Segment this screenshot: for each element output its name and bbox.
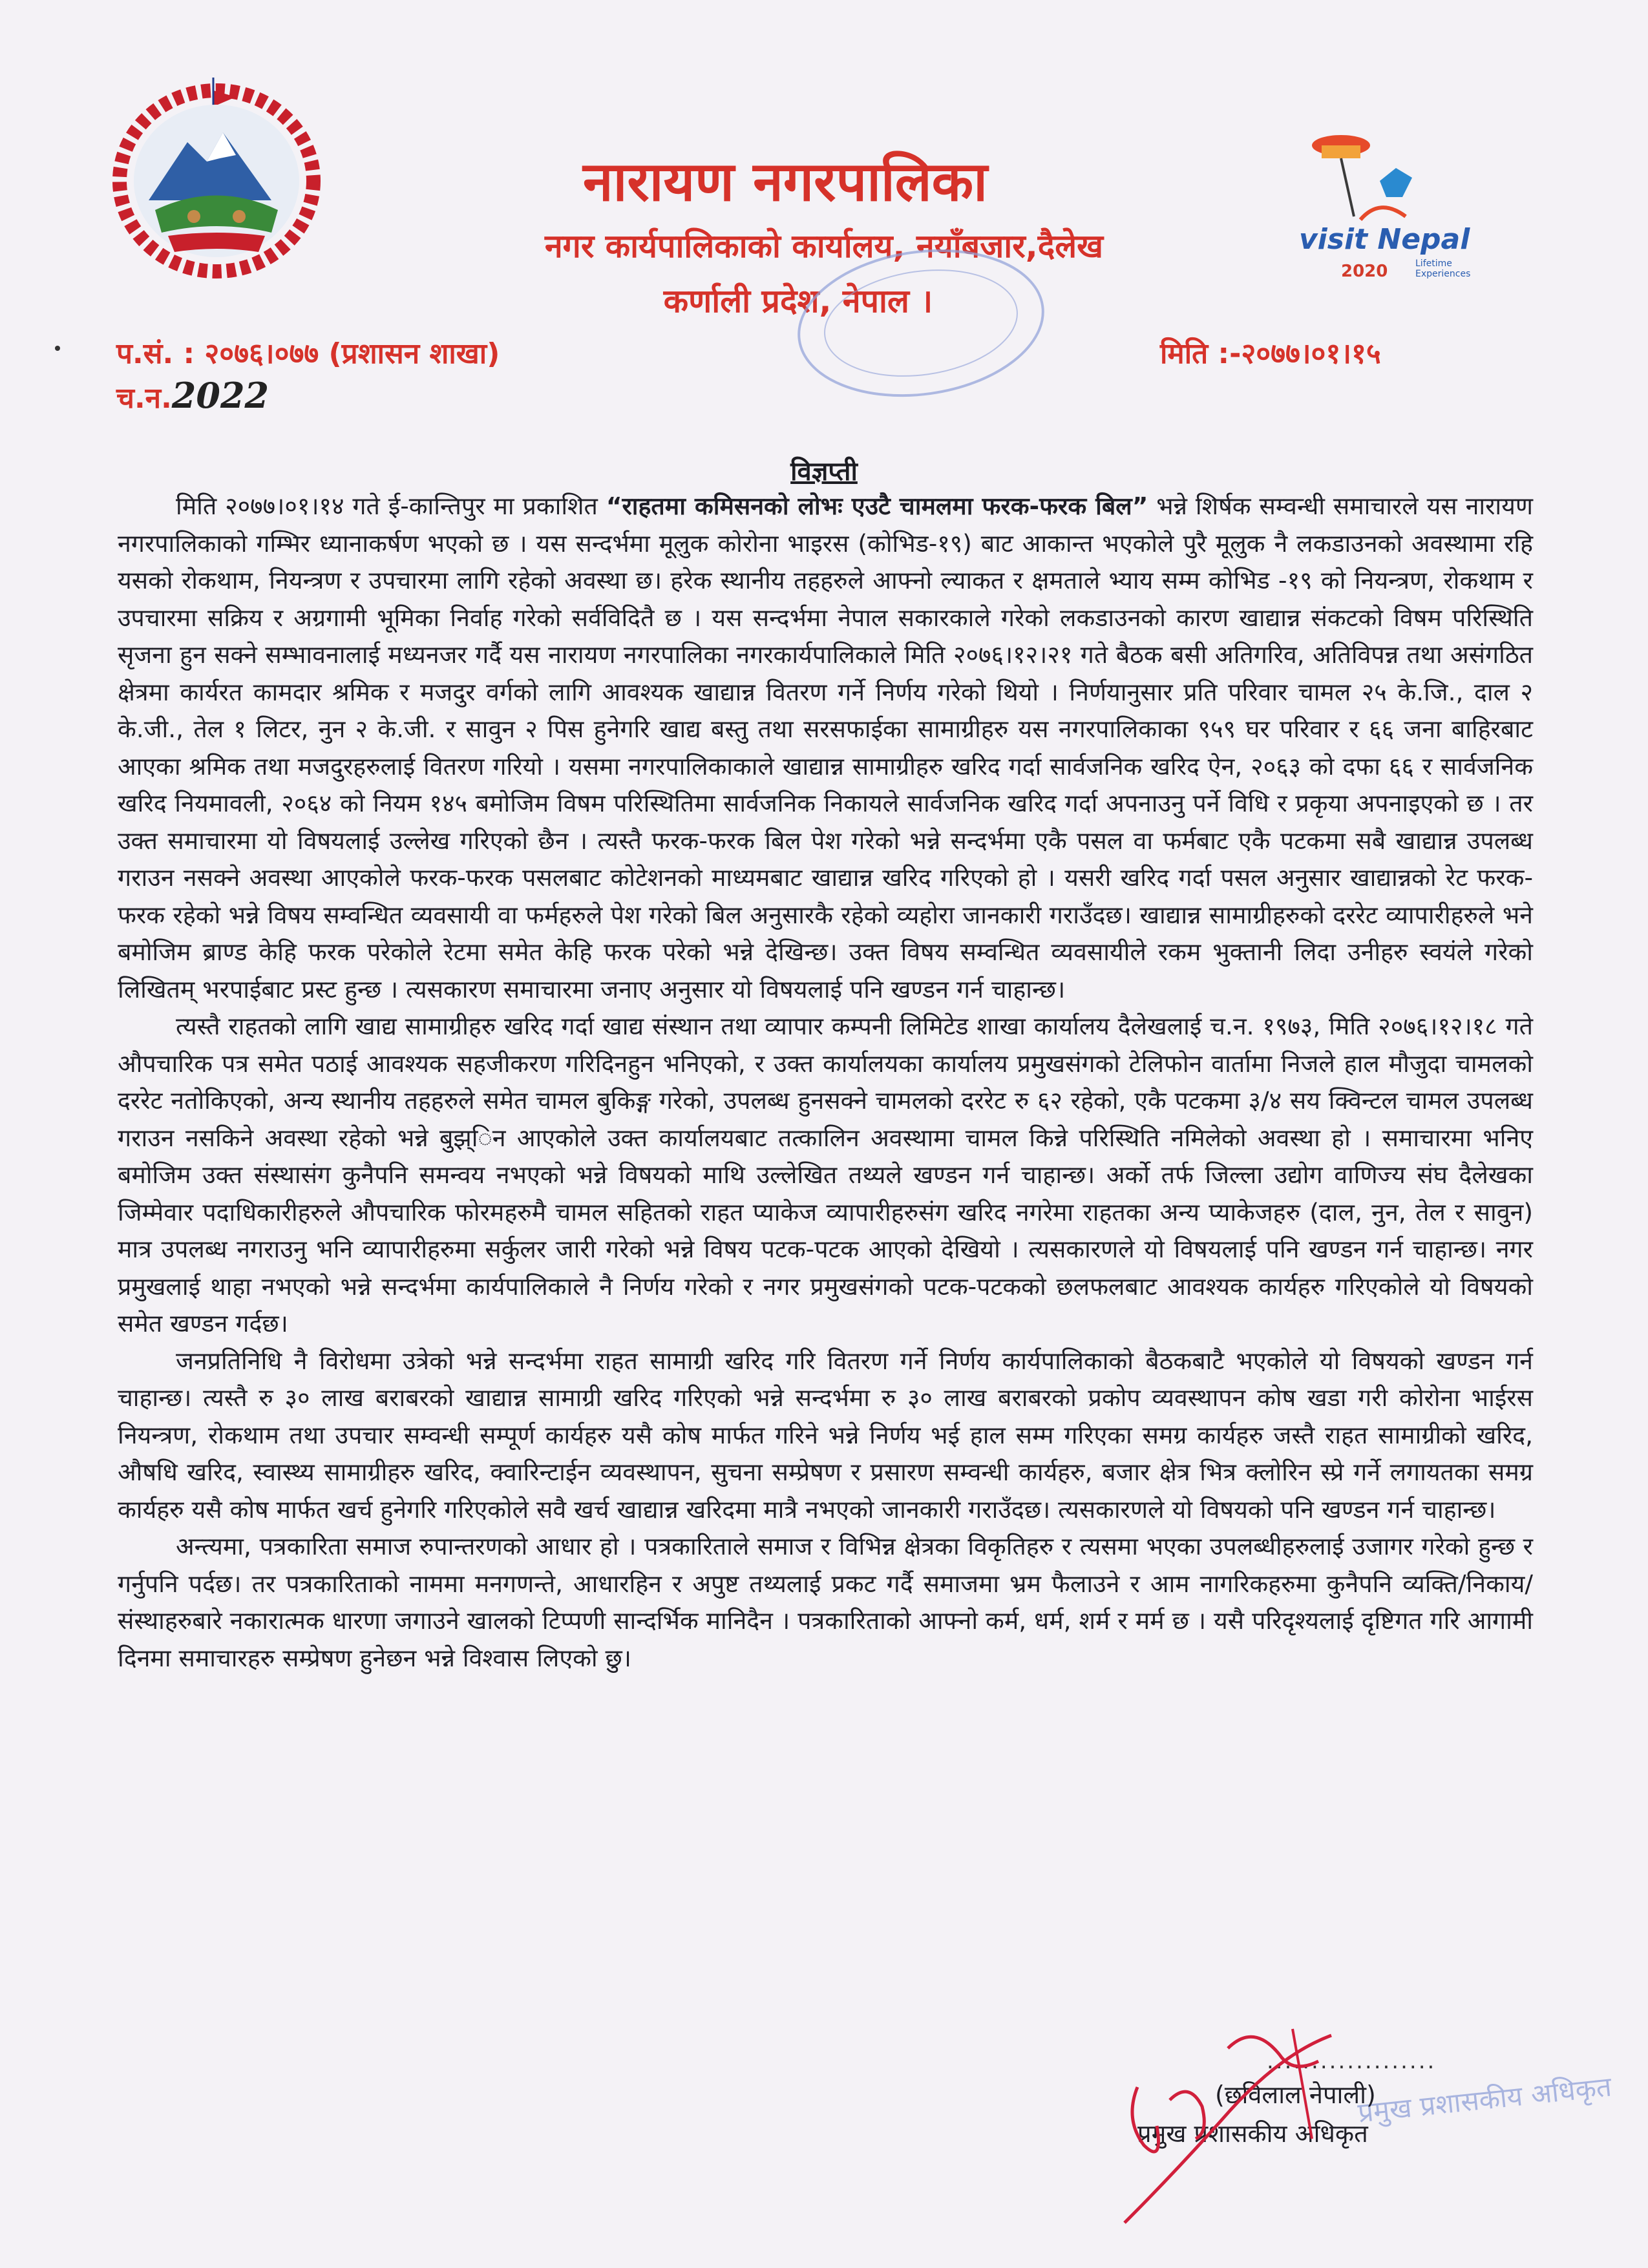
- notice-body: [118, 488, 1533, 1677]
- paragraph-text: त्यस्तै राहतको लागि खाद्य सामाग्रीहरु खरिद गर्दा खाद्य संस्थान तथा व्यापार कम्पनी लिमिटेड शाखा कार्यालय दैलेखलाई च.न. १९७३, मिति २०७६।१२।१८ गते औपचारिक पत्र समेत पठाई आवश्यक सहजीकरण गरिदिनहुन भनिएको, र उक्त कार्यालयका कार्यालय प्रमुखसंगको टेलिफोन वार्तामा निजले हाल मौजुदा चामलको दररेट नतोकिएको, अन्य स्थानीय तहहरुले समेत चामल बुकिङ्ग गरेको, उपलब्ध हुनसक्ने चामलको दररेट रु ६२ रहेको, एकै पटकमा ३/४ सय क्विन्टल चामल उपलब्ध गराउन नसकिने अवस्था रहेको भन्ने बुझ्िन आएकोले उक्त कार्यालयबाट तत्कालिन अवस्थामा चामल किन्ने परिस्थिति नमिलेको अवस्था हो । समाचारमा भनिए बमोजिम उक्त संस्थासंग कुनैपनि समन्वय नभएको भन्ने विषयको माथि उल्लेखित तथ्यले खण्डन गर्न चाहान्छ। अर्को तर्फ जिल्ला उद्योग वाणिज्य संघ दैलेखका जिम्मेवार पदाधिकारीहरुले औपचारिक फोरमहरुमै चामल सहितको राहत प्याकेज व्यापारीहरुसंग खरिद नगरेमा राहतका अन्य प्याकेजहरु (दाल, नुन, तेल र सावुन) मात्र उपलब्ध नगराउनु भनि व्यापारीहरुमा सर्कुलर जारी गरेको भन्ने विषय पटक-पटक आएको देखियो । त्यसकारणले यो विषयलाई पनि खण्डन गर्न चाहान्छ। नगर प्रमुखलाई थाहा नभएको भन्ने सन्दर्भमा कार्यपालिकाले नै निर्णय गरेको र नगर प्रमुखसंगको पटक-पटकको छलफलबाट आवश्यक कार्यहरु गरिएकोले यो विषयको समेत खण्डन गर्दछ।: [118, 1012, 1534, 1338]
- reference-number: प.सं. : २०७६।०७७ (प्रशासन शाखा): [116, 337, 500, 370]
- notice-heading: विज्ञप्ती: [790, 457, 858, 487]
- notice-paragraph: [118, 488, 1533, 1008]
- signatory-title: प्रमुख प्रशासकीय अधिकृत: [1137, 2119, 1368, 2148]
- officer-stamp: प्रमुख प्रशासकीय अधिकृत: [1356, 2070, 1613, 2129]
- chalani-number: 2022: [171, 375, 269, 416]
- chalani-label: च.न.: [116, 382, 172, 415]
- municipality-title: नारायण नगरपालिका: [583, 150, 988, 213]
- visit-nepal-tagline: Lifetime Experiences: [1415, 258, 1471, 279]
- signature-line: ...................: [1267, 2048, 1437, 2074]
- paragraph-text: जनप्रतिनिधि नै विरोधमा उत्रेको भन्ने सन्दर्भमा राहत सामाग्री खरिद गरि वितरण गर्ने निर्णय कार्यपालिकाको बैठकबाटै भएकोले यो विषयको खण्डन गर्न चाहान्छ। त्यस्तै रु ३० लाख बराबरको खाद्यान्न सामाग्री खरिद गरिएको भन्ने सन्दर्भमा रु ३० लाख बराबरको प्रकोप व्यवस्थापन कोष खडा गरी कोरोना भाईरस नियन्त्रण, रोकथाम तथा उपचार सम्वन्धी सम्पूर्ण कार्यहरु यसै कोष मार्फत गरिने भन्ने निर्णय भई हाल सम्म गरिएका समग्र कार्यहरु जस्तै राहत सामाग्रीको खरिद, औषधि खरिद, स्वास्थ्य सामाग्रीहरु खरिद, क्वारिन्टाईन व्यवस्थापन, सुचना सम्प्रेषण र प्रसारण सम्वन्धी कार्यहरु, बजार क्षेत्र भित्र क्लोरिन स्प्रे गर्ने लगायतका समग्र कार्यहरु यसै कोष मार्फत खर्च हुनेगरि गरिएकोले सवै खर्च खाद्यान्न खरिदमा मात्रै नभएको जानकारी गराउँदछ। त्यसकारणले यो विषयको पनि खण्डन गर्न चाहान्छ।: [118, 1346, 1533, 1524]
- margin-dot: [55, 346, 60, 351]
- letter-date: मिति :-२०७७।०१।१५: [1160, 337, 1381, 370]
- office-address: नगर कार्यपालिकाको कार्यालय, नयाँबजार,दैलेख: [544, 227, 1104, 265]
- paragraph-text: मिति २०७७।०१।१४ गते ई-कान्तिपुर मा प्रकाशित: [176, 492, 606, 520]
- paragraph-text: अन्त्यमा, पत्रकारिता समाज रुपान्तरणको आधार हो । पत्रकारिताले समाज र विभिन्न क्षेत्रका विकृतिहरु र त्यसमा भएका उपलब्धीहरुलाई उजागर गरेको हुन्छ र गर्नुपनि पर्दछ। तर पत्रकारिताको नाममा मनगणन्ते, आधारहिन र अपुष्ट तथ्यलाई प्रकट गर्दै समाजमा भ्रम फैलाउने र आम नागरिकहरुमा कुनैपनि व्यक्ति/निकाय/संस्थाहरुबारे नकारात्मक धारणा जगाउने खालको टिप्पणी सान्दर्भिक मानिदैन । पत्रकारिताको आफ्नो कर्म, धर्म, शर्म र मर्म छ । यसै परिदृश्यलाई दृष्टिगत गरि आगामी दिनमा समाचारहरु सम्प्रेषण हुनेछन भन्ने विश्वास लिएको छु।: [118, 1532, 1533, 1672]
- signatory-name: (छविलाल नेपाली): [1215, 2081, 1376, 2109]
- visit-nepal-text: visit Nepal: [1299, 223, 1470, 256]
- handwritten-signature-icon: [1099, 2010, 1461, 2242]
- visit-nepal-year: 2020: [1341, 262, 1388, 281]
- paragraph-text: भन्ने शिर्षक सम्वन्धी समाचारले यस नारायण नगरपालिकाको गम्भिर ध्यानाकर्षण भएको छ । यस सन्दर्भमा मूलुक कोरोना भाइरस (कोभिड-१९) बाट आकान्त भएकोले पुरै मूलुक नै लकडाउनको अवस्थामा रहि यसको रोकथाम, नियन्त्रण र उपचारमा लागि रहेको अवस्था छ। हरेक स्थानीय तहहरुले आफ्नो ल्याकत र क्षमताले भ्याय सम्म कोभिड -१९ को नियन्त्रण, रोकथाम र उपचारमा सक्रिय र अग्रगामी भूमिका निर्वाह गरेको सर्वविदितै छ । यस सन्दर्भमा नेपाल सकारकाले गरेको लकडाउनको कारण खाद्यान्न संकटको विषम परिस्थिति सृजना हुन सक्ने सम्भावनालाई मध्यनजर गर्दै यस नारायण नगरपालिका नगरकार्यपालिकाले मिति २०७६।१२।२१ गते बैठक बसी अतिगरिव, अतिविपन्न तथा असंगठित क्षेत्रमा कार्यरत कामदार श्रमिक र मजदुर वर्गको लागि आवश्यक खाद्यान्न वितरण गर्ने निर्णय गरेको थियो । निर्णयानुसार प्रति परिवार चामल २५ के.जि., दाल २ के.जी., तेल १ लिटर, नुन २ के.जी. र सावुन २ पिस हुनेगरि खाद्य बस्तु तथा सरसफाईका सामाग्रीहरु यस नगरपालिकाका ९५९ घर परिवार र ६६ जना बाहिरबाट आएका श्रमिक तथा मजदुरहरुलाई वितरण गरियो । यसमा नगरपालिकाकाले खाद्यान्न सामाग्रीहरु खरिद गर्दा सार्वजनिक खरिद ऐन, २०६३ को दफा ६६ र सार्वजनिक खरिद नियमावली, २०६४ को नियम १४५ बमोजिम विषम परिस्थितिमा सार्वजनिक निकायले सार्वजनिक खरिद गर्दा अपनाउनु पर्ने विधि र प्रकृया अपनाइएको छ । तर उक्त समाचारमा यो विषयलाई उल्लेख गरिएको छैन । त्यस्तै फरक-फरक बिल पेश गरेको भन्ने सन्दर्भमा एकै पसल वा फर्मबाट एकै पटकमा सबै खाद्यान्न उपलब्ध गराउन नसक्ने अवस्था आएकोले फरक-फरक पसलबाट कोटेशनको माध्यमबाट खाद्यान्न खरिद गरिएको हो । यसरी खरिद गर्दा पसल अनुसार खाद्यान्नको रेट फरक-फरक रहेको भन्ने विषय सम्वन्धित व्यवसायी वा फर्महरुले पेश गरेको बिल अनुसारकै रहेको व्यहोरा जानकारी गराउँदछ। खाद्यान्न सामाग्रीहरुको दररेट व्यापारीहरुले भने बमोजिम ब्राण्ड केहि फरक परेकोले रेटमा समेत केहि फरक परेको भन्ने देखिन्छ। उक्त विषय सम्वन्धित व्यवसायीले रकम भुक्तानी लिदा उनीहरु स्वयंले गरेको लिखितम् भरपाईबाट प्रस्ट हुन्छ । त्यसकारण समाचारमा जनाए अनुसार यो विषयलाई पनि खण्डन गर्न चाहान्छ।: [118, 492, 1534, 1003]
- province-line: कर्णाली प्रदेश, नेपाल ।: [663, 282, 933, 320]
- notice-paragraph: [118, 1528, 1533, 1677]
- chalani-line: [116, 375, 269, 416]
- notice-paragraph: [118, 1343, 1533, 1529]
- notice-paragraph: [118, 1008, 1533, 1343]
- office-stamp-icon: [785, 239, 1057, 407]
- news-headline: “राहतमा कमिसनको लोभः एउटै चामलमा फरक-फरक बिल”: [606, 492, 1148, 520]
